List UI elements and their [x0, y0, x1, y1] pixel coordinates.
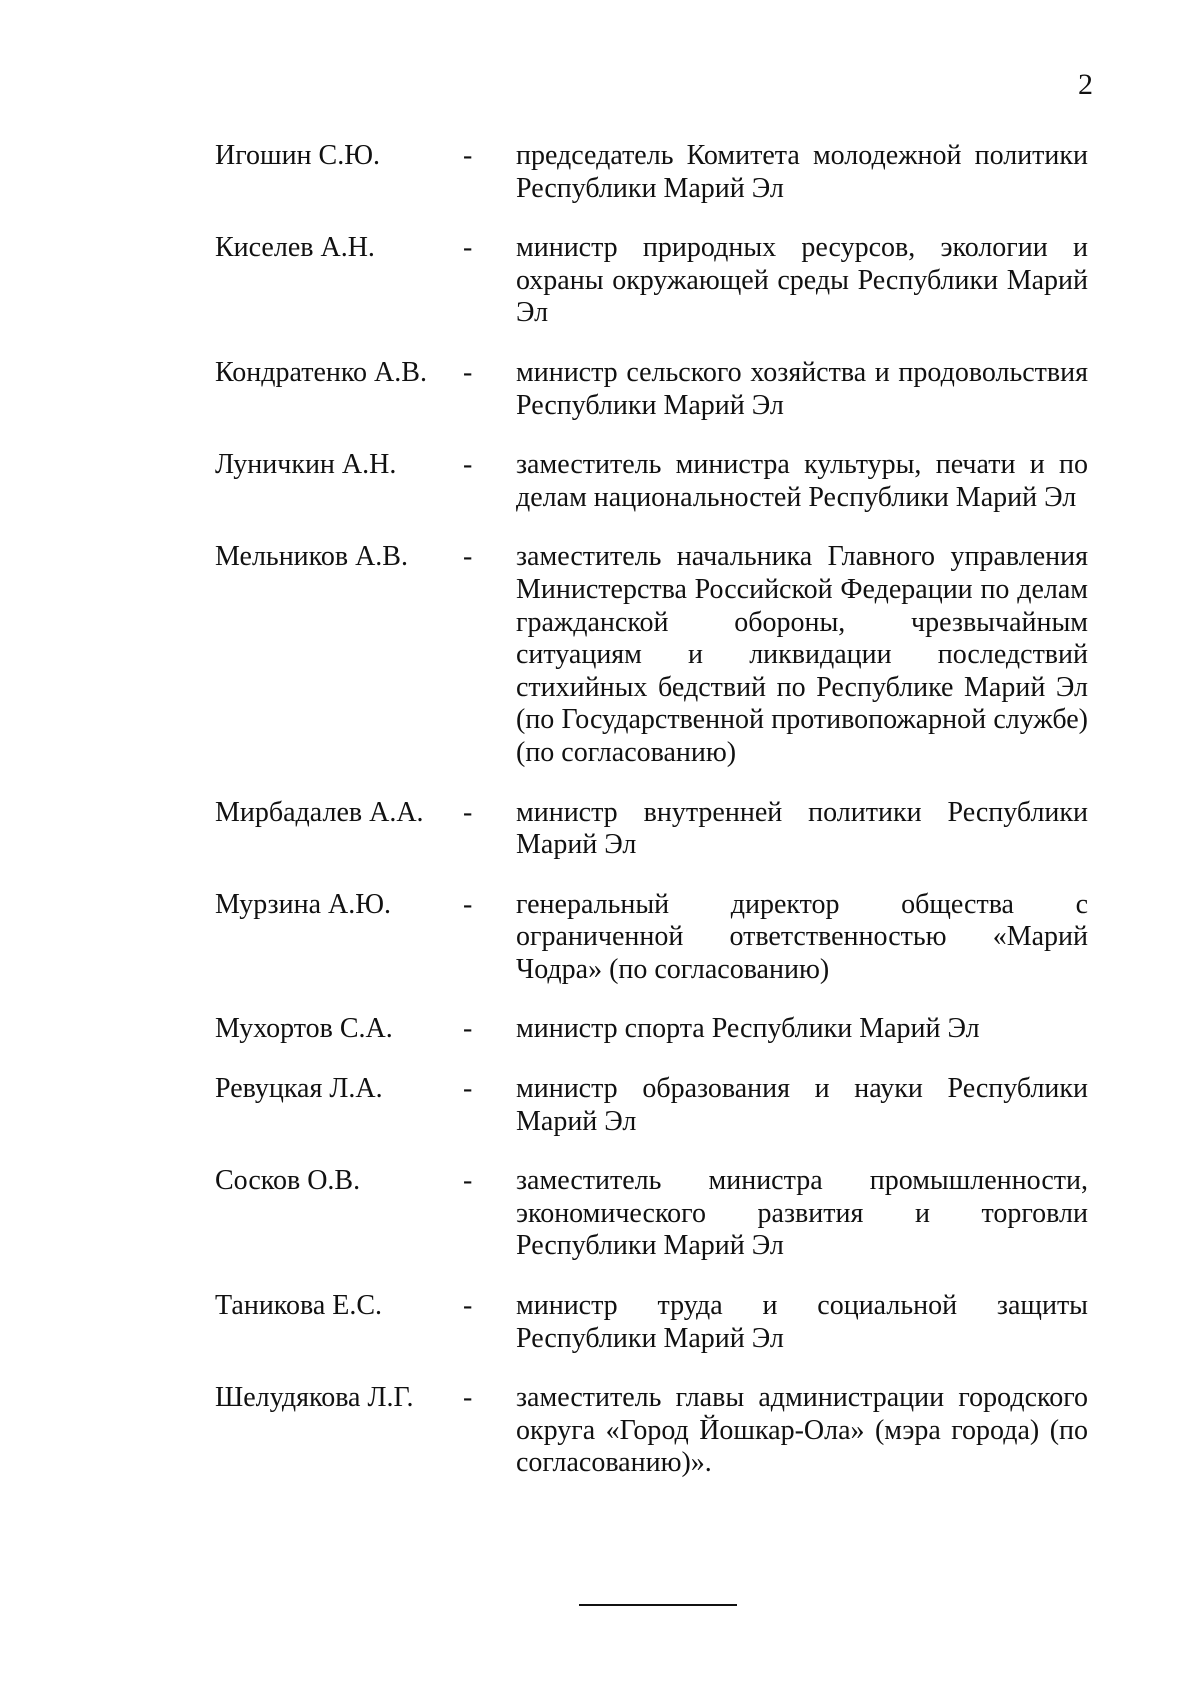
- list-item: [0, 449, 1200, 514]
- list-item: [0, 232, 1200, 330]
- member-position: генеральный директор общества с ограниченной ответственностью «Марий Чодра» (по согласованию): [516, 888, 1088, 985]
- dash-separator: -: [463, 140, 473, 171]
- list-item: [0, 1382, 1200, 1480]
- member-position: министр сельского хозяйства и продовольствия Республики Марий Эл: [516, 356, 1088, 421]
- dash-separator: -: [463, 1073, 473, 1105]
- member-name: Мельников А.В.: [215, 541, 408, 573]
- member-name: Мирбадалев А.А.: [215, 796, 424, 828]
- member-name: Игошин С.Ю.: [215, 140, 380, 171]
- dash-separator: -: [463, 449, 473, 481]
- member-name: Мухортов С.А.: [215, 1013, 393, 1045]
- member-position: министр образования и науки Республики Марий Эл: [516, 1073, 1088, 1137]
- page-number: 2: [1078, 68, 1093, 101]
- dash-separator: -: [463, 356, 473, 388]
- member-name: Мурзина А.Ю.: [215, 888, 391, 920]
- member-name: Ревуцкая Л.А.: [215, 1073, 383, 1105]
- dash-separator: -: [463, 1382, 473, 1414]
- list-item: [0, 889, 1200, 987]
- end-of-document-rule: [579, 1604, 737, 1606]
- list-item: [0, 1165, 1200, 1263]
- member-position: председатель Комитета молодежной политики Республики Марий Эл: [516, 140, 1088, 204]
- list-item: [0, 357, 1200, 422]
- member-position: заместитель министра промышленности, экономического развития и торговли Республики Марий Эл: [516, 1165, 1088, 1262]
- member-name: Кондратенко А.В.: [215, 356, 427, 388]
- member-name: Сосков О.В.: [215, 1165, 361, 1197]
- dash-separator: -: [463, 1013, 473, 1045]
- dash-separator: -: [463, 888, 473, 920]
- member-list: [0, 140, 1200, 1480]
- list-item: [0, 1290, 1200, 1355]
- member-position: министр труда и социальной защиты Республики Марий Эл: [516, 1290, 1088, 1354]
- member-position: министр природных ресурсов, экологии и охраны окружающей среды Республики Марий Эл: [516, 232, 1088, 329]
- member-name: Луничкин А.Н.: [215, 449, 397, 481]
- member-name: Киселев А.Н.: [215, 232, 375, 264]
- dash-separator: -: [463, 796, 473, 828]
- dash-separator: -: [463, 1165, 473, 1197]
- list-item: [0, 1073, 1200, 1138]
- member-position: министр внутренней политики Республики Марий Эл: [516, 796, 1088, 861]
- dash-separator: -: [463, 1290, 473, 1322]
- member-position: заместитель министра культуры, печати и по делам национальностей Республики Марий Эл: [516, 449, 1088, 513]
- dash-separator: -: [463, 541, 473, 573]
- member-name: Таникова Е.С.: [215, 1290, 383, 1322]
- member-name: Шелудякова Л.Г.: [215, 1382, 414, 1414]
- member-position: заместитель начальника Главного управления Министерства Российской Федерации по делам гражданской обороны, чрезвычайным ситуациям и ликвидации последствий стихийных бедствий по Республике Марий Эл (по Государственной противопожарной службе) (по согласованию): [516, 541, 1088, 768]
- list-item: [0, 541, 1200, 769]
- dash-separator: -: [463, 232, 473, 264]
- member-position: заместитель главы администрации городского округа «Город Йошкар-Ола» (мэра города) (по согласованию)».: [516, 1382, 1088, 1479]
- list-item: [0, 797, 1200, 862]
- list-item: [0, 140, 1200, 205]
- member-position: министр спорта Республики Марий Эл: [516, 1013, 980, 1045]
- list-item: [0, 1013, 1200, 1046]
